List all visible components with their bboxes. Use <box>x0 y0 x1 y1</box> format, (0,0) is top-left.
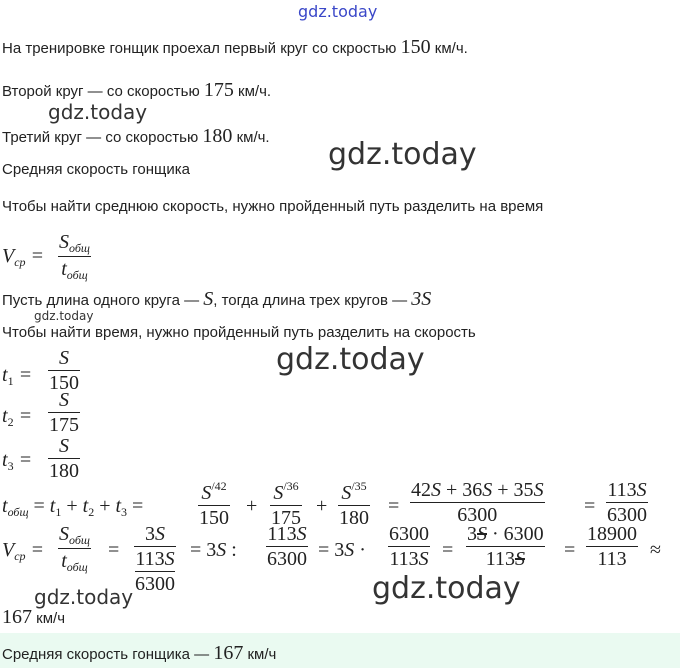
watermark-small-2: gdz.today <box>34 585 134 609</box>
let-statement: Пусть длина одного круга — S, тогда длина трех кругов — 3S <box>2 288 432 310</box>
time-intro: Чтобы найти время, нужно пройденный путь разделить на скорость <box>2 324 476 341</box>
avg-speed-intro: Чтобы найти среднюю скорость, нужно пройденный путь разделить на время <box>2 198 544 215</box>
watermark-large-1: gdz.today <box>328 137 477 172</box>
watermark-tiny: gdz.today <box>34 309 94 323</box>
problem-line-2: Второй круг — со скоростью 175 км/ч. <box>2 79 272 101</box>
problem-line-1: На тренировке гонщик проехал первый круг со скростью 150 км/ч. <box>2 36 468 58</box>
watermark-top: gdz.today <box>298 2 378 21</box>
speed-3: 180 <box>202 125 233 147</box>
answer-band <box>0 633 680 668</box>
watermark-large-2: gdz.today <box>276 342 425 377</box>
result-line: 167 км/ч <box>2 606 66 628</box>
problem-line-3: Третий круг — со скоростью 180 км/ч. <box>2 125 270 147</box>
speed-1: 150 <box>400 36 431 58</box>
watermark-small-1: gdz.today <box>48 100 148 124</box>
answer-text: Средняя скорость гонщика — 167 км/ч <box>2 642 277 664</box>
speed-2: 175 <box>203 79 234 101</box>
watermark-large-3: gdz.today <box>372 571 521 606</box>
question-text: Средняя скорость гонщика <box>2 161 190 178</box>
